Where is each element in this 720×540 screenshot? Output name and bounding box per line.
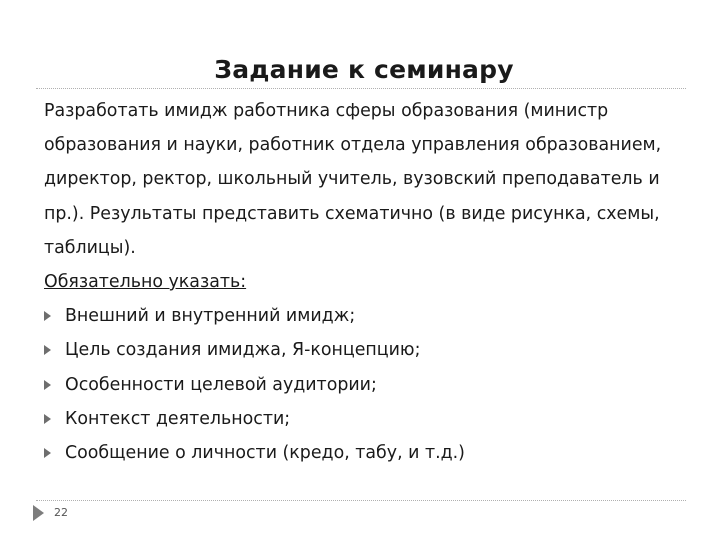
triangle-bullet-icon (44, 380, 51, 390)
triangle-bullet-icon (44, 345, 51, 355)
bullet-text: Цель создания имиджа, Я-концепцию; (65, 340, 421, 361)
bullet-list (44, 299, 694, 470)
paragraph-line: директор, ректор, школьный учитель, вузовский преподаватель и (44, 169, 660, 190)
required-note: Обязательно указать: (44, 272, 247, 293)
slide-title: Задание к семинару (214, 55, 514, 84)
footer-triangle-icon (33, 505, 44, 521)
title-divider (36, 88, 686, 89)
paragraph-line: пр.). Результаты представить схематично (в виде рисунка, схемы, (44, 203, 660, 224)
bullet-item (44, 436, 694, 470)
slide-body (44, 94, 694, 470)
triangle-bullet-icon (44, 448, 51, 458)
footer-divider (36, 500, 686, 501)
paragraph-line: Разработать имидж работника сферы образования (министр (44, 101, 609, 121)
bullet-item (44, 299, 694, 333)
bullet-text: Особенности целевой аудитории; (65, 374, 377, 395)
paragraph-line: таблицы). (44, 237, 136, 258)
bullet-text: Внешний и внутренний имидж; (65, 306, 356, 327)
paragraph-line: образования и науки, работник отдела управления образованием, (44, 135, 662, 156)
bullet-text: Сообщение о личности (кредо, табу, и т.д.) (65, 443, 465, 464)
bullet-item (44, 333, 694, 367)
bullet-item (44, 402, 694, 436)
triangle-bullet-icon (44, 311, 51, 321)
triangle-bullet-icon (44, 414, 51, 424)
page-number: 22 (54, 506, 68, 519)
bullet-item (44, 368, 694, 402)
bullet-text: Контекст деятельности; (65, 408, 291, 429)
